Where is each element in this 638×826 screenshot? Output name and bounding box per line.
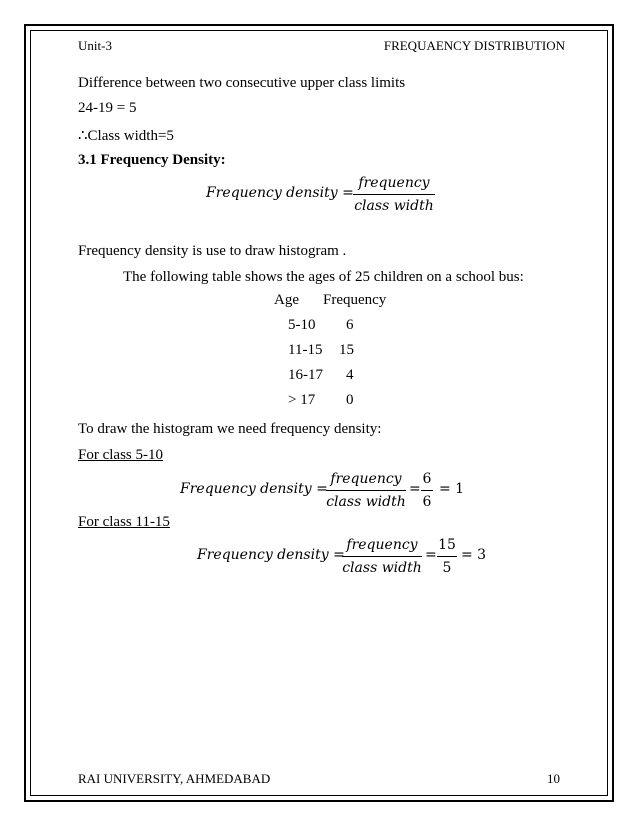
eq1-bar	[326, 490, 406, 491]
section-heading: 3.1 Frequency Density:	[78, 152, 226, 168]
eq1-denominator: class width	[326, 494, 406, 510]
eq2-value-denominator: 5	[442, 560, 452, 576]
eq1-result: = 1	[439, 481, 465, 497]
eq2-label: Frequency density =	[197, 547, 345, 563]
frequency-table	[262, 292, 386, 417]
formula-label: Frequency density =	[206, 185, 354, 201]
table-cell-frequency: 4	[346, 367, 354, 383]
line-difference: Difference between two consecutive upper class limits	[78, 75, 406, 91]
eq1-value-bar	[421, 490, 433, 491]
table-header-frequency: Frequency	[323, 292, 387, 308]
fraction-denominator: class width	[354, 198, 434, 214]
table-row	[262, 342, 386, 367]
table-cell-age: 11-15	[288, 342, 323, 358]
eq2-denominator: class width	[342, 560, 422, 576]
eq1-label: Frequency density =	[180, 481, 328, 497]
eq2-equals: =	[425, 547, 437, 563]
line-table-intro: The following table shows the ages of 25 children on a school bus:	[123, 269, 524, 285]
eq2-result: = 3	[461, 547, 487, 563]
table-cell-frequency: 0	[346, 392, 354, 408]
table-header-row	[262, 292, 386, 317]
fraction-numerator: frequency	[358, 175, 430, 191]
class-5-10-label: For class 5-10	[78, 447, 163, 463]
table-row	[262, 317, 386, 342]
eq1-fraction	[326, 470, 406, 511]
eq2-value-bar	[437, 556, 457, 557]
fraction-bar	[353, 194, 435, 195]
line-histogram-use: Frequency density is use to draw histogram .	[78, 243, 347, 259]
table-cell-frequency: 15	[339, 342, 354, 358]
table-cell-age: 16-17	[288, 367, 323, 383]
eq2-fraction	[342, 536, 422, 577]
eq1-value-numerator: 6	[422, 471, 432, 487]
eq1-equals: =	[409, 481, 421, 497]
footer-university: RAI UNIVERSITY, AHMEDABAD	[78, 771, 271, 786]
eq2-value-numerator: 15	[438, 537, 456, 553]
table-cell-frequency: 6	[346, 317, 354, 333]
eq2-value-fraction	[437, 536, 457, 577]
table-row	[262, 367, 386, 392]
line-class-width: ∴Class width=5	[78, 128, 174, 144]
table-header-age: Age	[274, 292, 299, 308]
header-unit: Unit-3	[78, 38, 112, 53]
eq1-value-fraction	[421, 470, 433, 511]
eq1-numerator: frequency	[330, 471, 402, 487]
page-number: 10	[547, 771, 560, 786]
eq1-value-denominator: 6	[422, 494, 432, 510]
table-row	[262, 392, 386, 417]
table-cell-age: > 17	[288, 392, 316, 408]
class-11-15-label: For class 11-15	[78, 514, 170, 530]
eq2-numerator: frequency	[346, 537, 418, 553]
line-subtraction: 24-19 = 5	[78, 100, 137, 116]
eq2-bar	[342, 556, 422, 557]
header-title: FREQUAENCY DISTRIBUTION	[383, 38, 565, 53]
line-need-density: To draw the histogram we need frequency density:	[78, 421, 382, 437]
table-cell-age: 5-10	[288, 317, 316, 333]
formula-fraction	[353, 174, 435, 215]
